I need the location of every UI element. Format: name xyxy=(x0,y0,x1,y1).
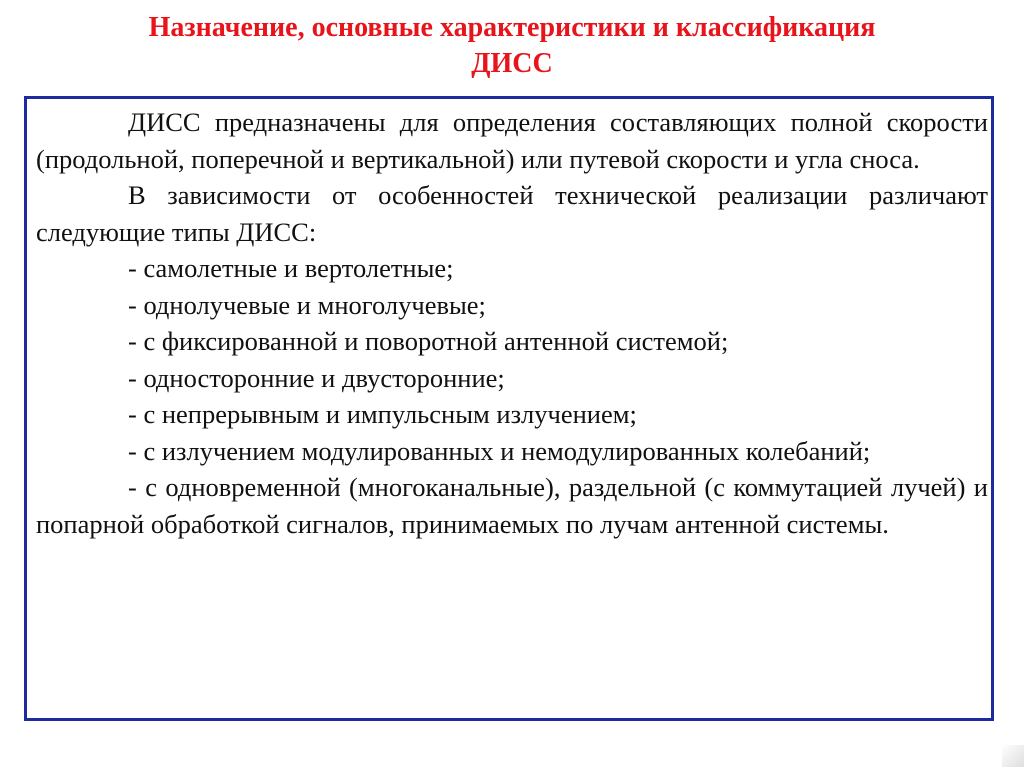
slide-title-line-2: ДИСС xyxy=(471,48,553,79)
list-item: - самолетные и вертолетные; xyxy=(128,253,454,283)
list-item: - однолучевые и многолучевые; xyxy=(128,289,486,320)
list-item: - односторонние и двусторонние; xyxy=(128,362,505,393)
list-item: - с излучением модулированных и немодулированных колебаний; xyxy=(128,435,871,466)
list-item: - с непрерывным и импульсным излучением; xyxy=(128,399,637,429)
list-item: - с одновременной (многоканальные), раздельной (с коммутацией лучей) и попарной обработкой сигналов, принимаемых по лучам антенной системы. xyxy=(36,472,988,539)
slide-title xyxy=(40,10,984,82)
page-corner-shadow xyxy=(1002,745,1024,767)
types-lead-paragraph: В зависимости от особенностей технической реализации различают следующие типы ДИСС: xyxy=(36,180,988,247)
content-body xyxy=(36,104,988,542)
list-item: - с фиксированной и поворотной антенной системой; xyxy=(128,326,729,356)
intro-paragraph: ДИСС предназначены для определения составляющих полной скорости (продольной, поперечной и вертикальной) или путевой скорости и угла сноса. xyxy=(36,107,988,174)
slide-title-line-1: Назначение, основные характеристики и классификация xyxy=(148,12,876,43)
